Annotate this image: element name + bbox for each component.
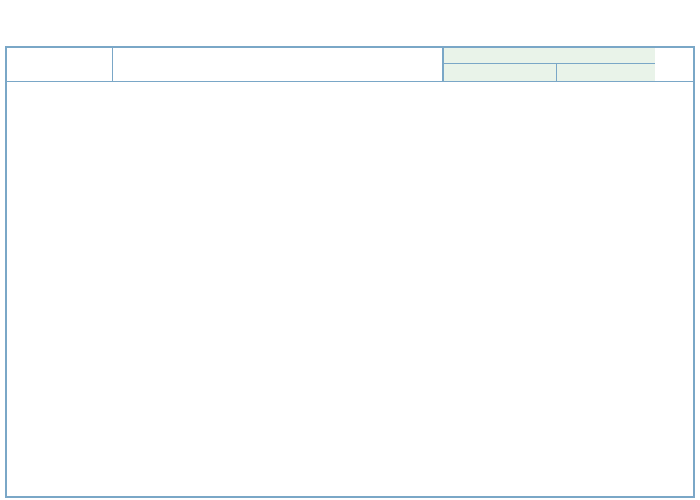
col-from-header [557, 64, 655, 82]
page-header [0, 0, 700, 46]
col-holidays-header [7, 48, 113, 82]
logo [6, 2, 176, 44]
col-week-header [655, 48, 693, 82]
col-lessons-header [113, 48, 443, 82]
schedule-table [5, 46, 695, 498]
col-to-header [443, 64, 557, 82]
col-date-header [443, 48, 655, 64]
